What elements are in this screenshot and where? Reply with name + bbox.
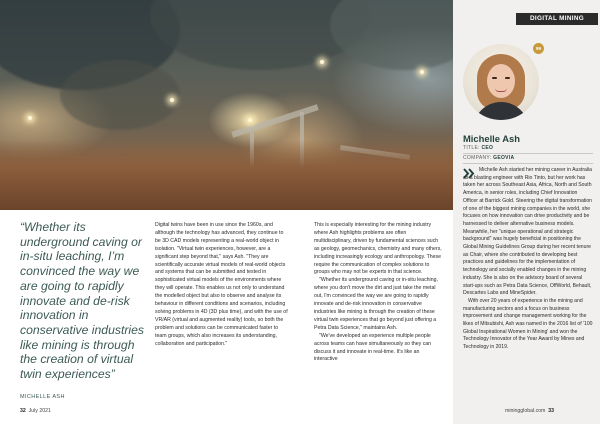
company-value: GEOVIA bbox=[493, 155, 515, 161]
title-value: CEO bbox=[481, 145, 494, 151]
badge-icon: 99 bbox=[533, 43, 544, 54]
section-tag: DIGITAL MINING bbox=[516, 13, 598, 25]
profile-name: Michelle Ash bbox=[463, 133, 520, 144]
divider bbox=[463, 153, 593, 154]
issue-date: July 2021 bbox=[28, 408, 51, 414]
hero-photo-mine-tunnel bbox=[0, 0, 453, 210]
article-paragraph: This is especially interesting for the mining industry where Ash highlights problems are often multidisciplinary, driven by fundamental sciences such as geology, geomechanics, chemistry and many others, including increasingly ecology and anthropology. These require the communication of complex solutions to groups who may not be experts in that science. bbox=[314, 222, 442, 276]
page-number-left: 32 bbox=[20, 408, 26, 414]
bio-paragraph: With over 20 years of experience in the mining and manufacturing sectors and a focus on business improvement and change management working for the likes of Mitsubishi, Ash was named in the 2016 list of '100 Global Inspirational Women in Mining' and won the Technology Innovator of the Year Award by Mines and Technology in 2019. bbox=[463, 297, 593, 351]
profile-company bbox=[463, 155, 514, 161]
footer-right bbox=[505, 408, 554, 414]
profile-portrait bbox=[463, 44, 539, 120]
company-label: COMPANY: bbox=[463, 155, 492, 161]
pull-quote-text: “Whether its underground caving or in-situ leaching, I’m convinced the way we are going to rapidly innovate and de-risk innovation in conservative industries like mining is through the creation of virtual twin experiences” bbox=[20, 220, 144, 382]
article-column-2 bbox=[314, 222, 444, 364]
divider bbox=[463, 163, 593, 164]
title-label: TITLE: bbox=[463, 145, 480, 151]
profile-title bbox=[463, 145, 493, 151]
pull-quote-attribution: MICHELLE ASH bbox=[20, 393, 65, 400]
pull-quote bbox=[20, 220, 148, 400]
profile-bio bbox=[463, 167, 593, 352]
footer-left bbox=[20, 408, 51, 414]
article-paragraph: Digital twins have been in use since the 1960s, and although the technology has advanced, they continue to be 3D CAD models representing a real-world object in isolation. "Virtual twin experiences, however, are a significant step beyond that," says Ash. "They are scientifically accurate virtual models of real-world objects and systems that can be submitted and tested in sophisticated virtual models of the environments where they will operate. This enables us not only to understand the modelled object but also to observe and analyse its behaviour in different conditions and scenarios, including solving problems in 4D (3D plus time), and with the use of VR/AR (virtual and augmented reality) tools, so both the problem and solutions can be communicated faster to team groups, which also increases its understanding, collaboration and participation." bbox=[155, 222, 288, 347]
article-paragraph: "Whether its underground caving or in-situ leaching, where you don't move the dirt and just take the metal out, I'm convinced the way we are going to rapidly innovate and de-risk innovation in conservative industries like mining is through the creation of these virtual twin experiences that go beyond just offering a Petra Data Science," maintains Ash. bbox=[314, 277, 438, 331]
bio-paragraph: Michelle Ash started her mining career in Australia as a blasting engineer with Rio Tinto, but her work has taken her across Southeast Asia, Africa, North and South America, in senior roles, including Chief Innovation Officer at Barrick Gold. Steering the digital transformation of one of the biggest mining companies in the world, she focuses on how innovation can drive productivity and be harnessed to deliver alternative business models. Meanwhile, her "unique operational and strategic background" was hugely beneficial in positioning the Global Mining Guidelines Group during her recent tenure as Chair, where she contributed to developing best practices and guidelines for the implementation of technology and socially enabled changes in the mining industry. She is also on the advisory board of several start-ups such as Petra Data Science, OffWorld, Behault, Descartes Labs and MineSpider. bbox=[463, 167, 593, 297]
article-paragraph: "We've developed an experience multiple people across teams can have simultaneously so they can discuss it and innovate in real-time. It's like an interactive bbox=[314, 332, 432, 363]
article-column-1 bbox=[155, 222, 288, 349]
page-number-right: 33 bbox=[548, 408, 555, 414]
site-name: miningglobal.com bbox=[505, 408, 546, 414]
